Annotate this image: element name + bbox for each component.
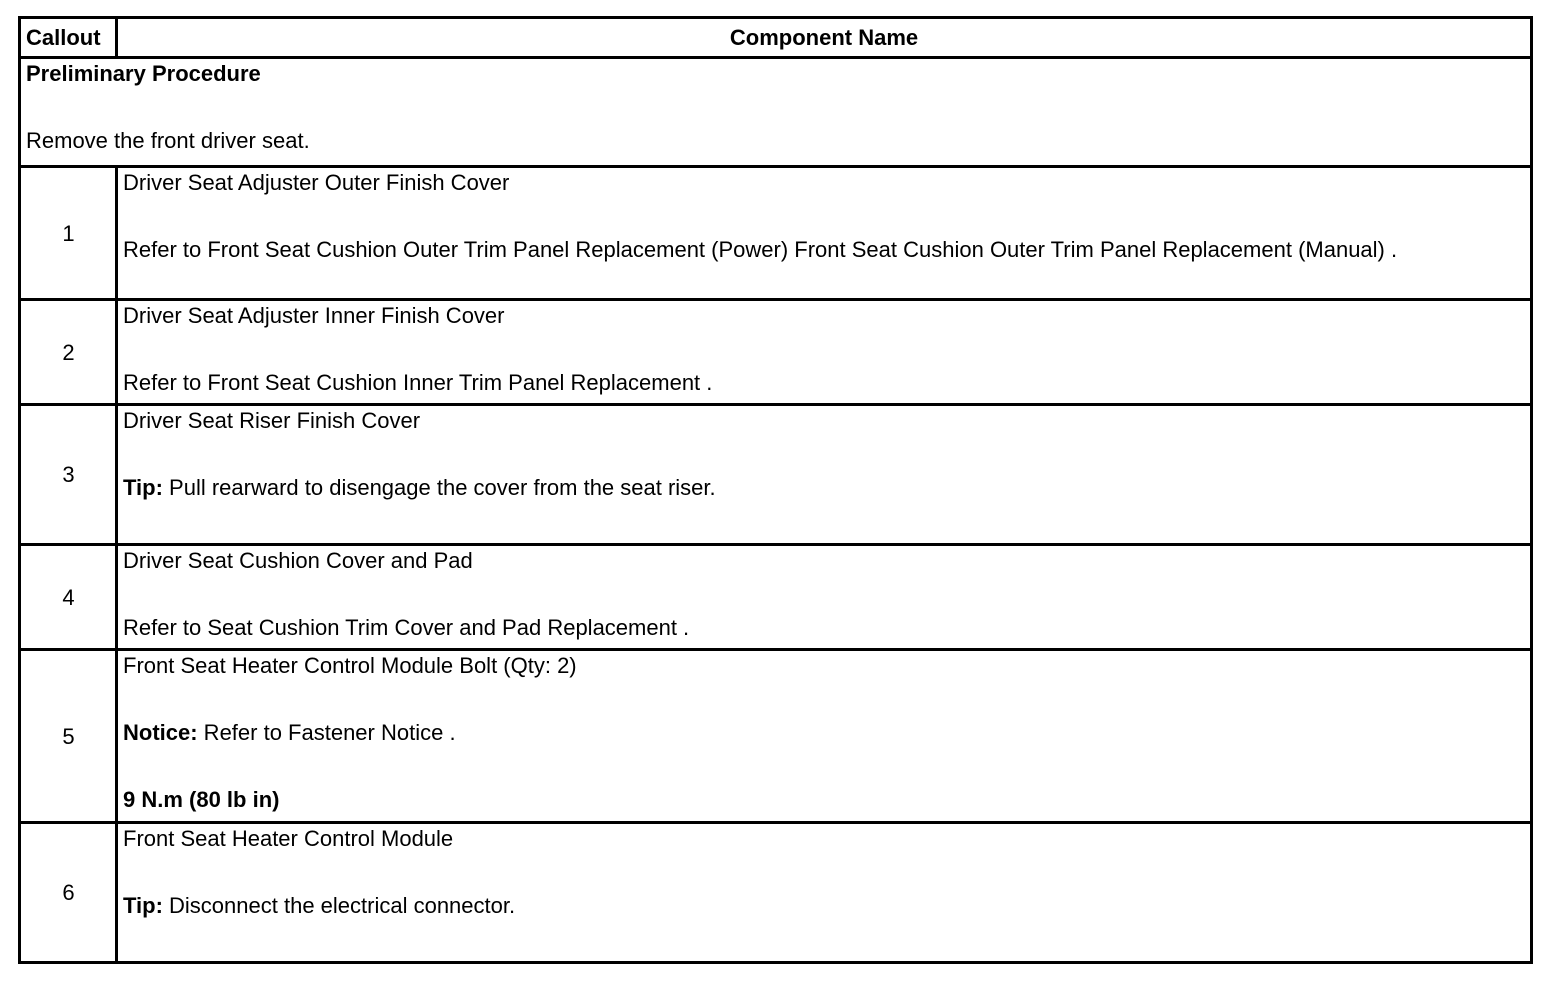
component-cell — [117, 300, 1532, 405]
table-row — [20, 300, 1532, 405]
component-name: Front Seat Heater Control Module — [123, 826, 454, 851]
table-row — [20, 650, 1532, 823]
component-cell — [117, 545, 1532, 650]
procedure-table — [18, 16, 1533, 964]
component-name: Driver Seat Cushion Cover and Pad — [123, 548, 473, 573]
callout-number: 3 — [20, 405, 117, 545]
header-component-name: Component Name — [117, 18, 1532, 58]
tip-label: Tip: — [123, 475, 163, 500]
component-name: Front Seat Heater Control Module Bolt (Qty: 2) — [123, 653, 577, 678]
table-row — [20, 405, 1532, 545]
table-row — [20, 545, 1532, 650]
component-name: Driver Seat Adjuster Inner Finish Cover — [123, 303, 505, 328]
tip-label: Tip: — [123, 893, 163, 918]
preliminary-procedure-title: Preliminary Procedure — [26, 61, 261, 86]
component-name: Driver Seat Riser Finish Cover — [123, 408, 421, 433]
component-cell — [117, 650, 1532, 823]
component-name: Driver Seat Adjuster Outer Finish Cover — [123, 170, 510, 195]
callout-number: 4 — [20, 545, 117, 650]
tip-text: Disconnect the electrical connector. — [162, 893, 516, 918]
component-cell — [117, 405, 1532, 545]
callout-number: 2 — [20, 300, 117, 405]
callout-number: 5 — [20, 650, 117, 823]
preliminary-procedure-row — [20, 58, 1532, 167]
component-detail: Refer to Front Seat Cushion Inner Trim Panel Replacement . — [123, 370, 713, 395]
component-detail: Refer to Seat Cushion Trim Cover and Pad Replacement . — [123, 615, 690, 640]
notice-text: Refer to Fastener Notice . — [197, 720, 456, 745]
table-row — [20, 167, 1532, 300]
component-detail: Refer to Front Seat Cushion Outer Trim Panel Replacement (Power) Front Seat Cushion Outer Trim Panel Replacement (Manual) . — [123, 237, 1398, 262]
component-notice — [123, 718, 1526, 747]
table-row — [20, 823, 1532, 963]
preliminary-procedure-cell — [20, 58, 1532, 167]
torque-spec: 9 N.m (80 lb in) — [123, 787, 280, 812]
tip-text: Pull rearward to disengage the cover from the seat riser. — [162, 475, 716, 500]
preliminary-procedure-text: Remove the front driver seat. — [26, 128, 310, 153]
component-cell — [117, 823, 1532, 963]
callout-number: 6 — [20, 823, 117, 963]
component-tip — [123, 473, 1526, 502]
table-header-row — [20, 18, 1532, 58]
header-callout: Callout — [20, 18, 117, 58]
notice-label: Notice: — [123, 720, 198, 745]
component-tip — [123, 891, 1526, 920]
component-cell — [117, 167, 1532, 300]
callout-number: 1 — [20, 167, 117, 300]
